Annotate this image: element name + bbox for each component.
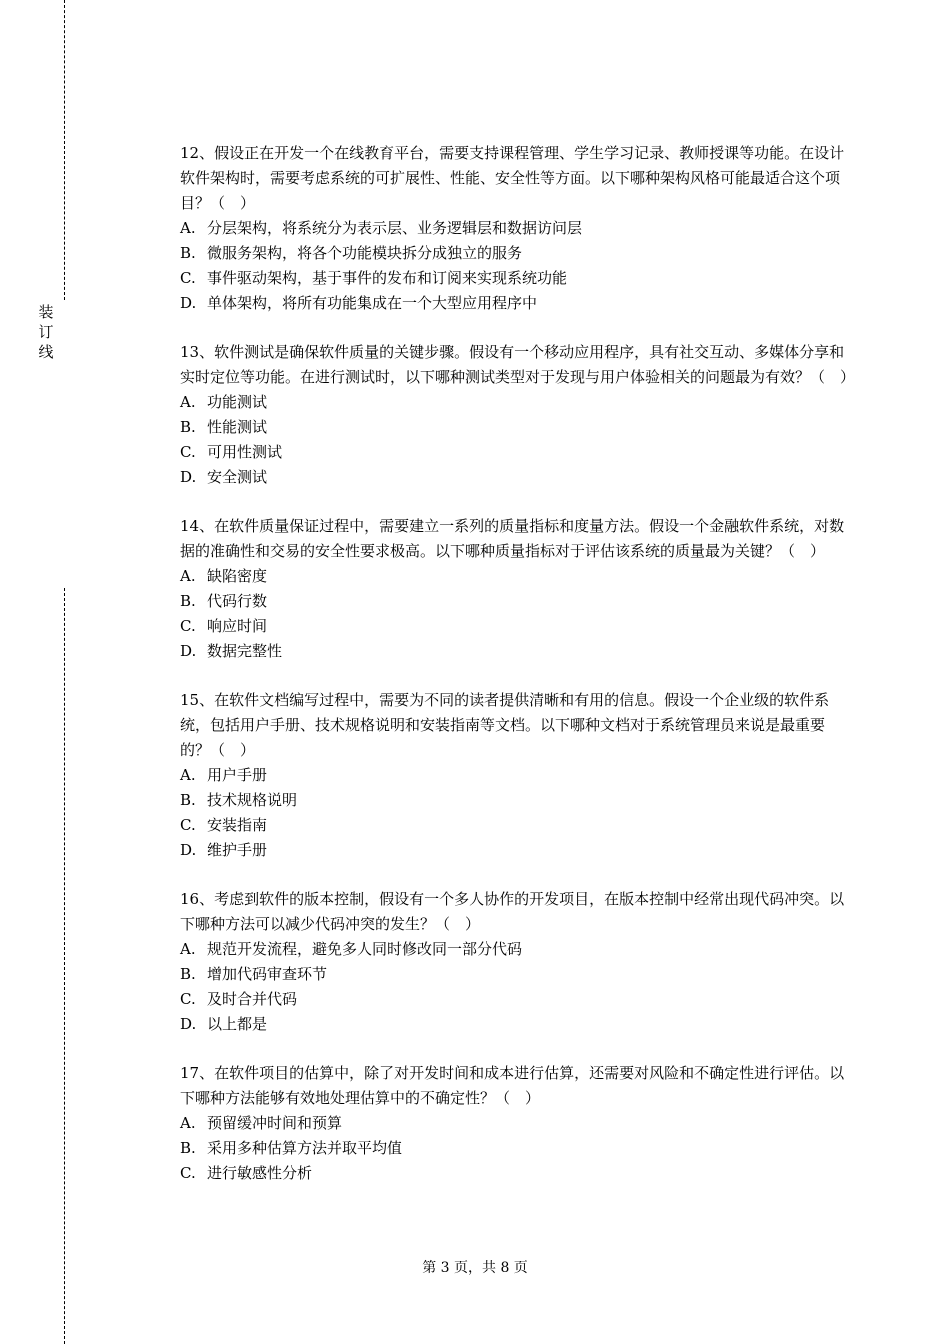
option-text: 规范开发流程，避免多人同时修改同一部分代码 xyxy=(207,940,523,958)
option-letter: B. xyxy=(180,244,196,262)
option-a[interactable] xyxy=(180,763,850,788)
question-stem: 16、考虑到软件的版本控制，假设有一个多人协作的开发项目，在版本控制中经常出现代码冲突。以下哪种方法可以减少代码冲突的发生？（ ） xyxy=(180,890,845,933)
option-letter: B. xyxy=(180,1139,196,1157)
option-letter: B. xyxy=(180,418,196,436)
option-b[interactable] xyxy=(180,1136,850,1161)
option-letter: A. xyxy=(180,766,196,784)
question-stem: 14、在软件质量保证过程中，需要建立一系列的质量指标和度量方法。假设一个金融软件系统，对数据的准确性和交易的安全性要求极高。以下哪种质量指标对于评估该系统的质量最为关键？（ ） xyxy=(180,517,845,560)
option-letter: D. xyxy=(180,841,197,859)
option-text: 分层架构，将系统分为表示层、业务逻辑层和数据访问层 xyxy=(207,219,583,237)
question-15 xyxy=(180,688,850,863)
option-text: 技术规格说明 xyxy=(207,791,298,809)
option-b[interactable] xyxy=(180,962,850,987)
option-c[interactable] xyxy=(180,440,850,465)
option-letter: C. xyxy=(180,990,196,1008)
option-text: 预留缓冲时间和预算 xyxy=(207,1114,343,1132)
option-c[interactable] xyxy=(180,987,850,1012)
question-17 xyxy=(180,1061,850,1186)
option-letter: C. xyxy=(180,269,196,287)
question-list xyxy=(180,141,856,1210)
option-letter: B. xyxy=(180,791,196,809)
option-text: 安装指南 xyxy=(207,816,268,834)
option-text: 增加代码审查环节 xyxy=(207,965,328,983)
option-letter: A. xyxy=(180,393,196,411)
question-stem: 17、在软件项目的估算中，除了对开发时间和成本进行估算，还需要对风险和不确定性进行评估。以下哪种方法能够有效地处理估算中的不确定性？（ ） xyxy=(180,1064,845,1107)
option-d[interactable] xyxy=(180,1012,850,1037)
question-16 xyxy=(180,887,850,1037)
option-text: 性能测试 xyxy=(207,418,268,436)
option-c[interactable] xyxy=(180,813,850,838)
option-text: 可用性测试 xyxy=(207,443,283,461)
binding-char: 线 xyxy=(38,343,54,361)
option-text: 功能测试 xyxy=(207,393,268,411)
option-a[interactable] xyxy=(180,564,850,589)
option-text: 代码行数 xyxy=(207,592,268,610)
option-text: 单体架构，将所有功能集成在一个大型应用程序中 xyxy=(207,294,538,312)
option-letter: B. xyxy=(180,592,196,610)
option-c[interactable] xyxy=(180,1161,850,1186)
option-b[interactable] xyxy=(180,241,850,266)
option-letter: C. xyxy=(180,443,196,461)
question-stem: 12、假设正在开发一个在线教育平台，需要支持课程管理、学生学习记录、教师授课等功能。在设计软件架构时，需要考虑系统的可扩展性、性能、安全性等方面。以下哪种架构风格可能最适合这个项目？（ ） xyxy=(180,144,845,212)
option-text: 安全测试 xyxy=(207,468,268,486)
option-letter: D. xyxy=(180,294,197,312)
question-stem: 13、软件测试是确保软件质量的关键步骤。假设有一个移动应用程序，具有社交互动、多媒体分享和实时定位等功能。在进行测试时，以下哪种测试类型对于发现与用户体验相关的问题最为有效？（ ） xyxy=(180,343,856,386)
binding-char: 订 xyxy=(38,323,54,341)
option-letter: A. xyxy=(180,1114,196,1132)
option-text: 事件驱动架构，基于事件的发布和订阅来实现系统功能 xyxy=(207,269,568,287)
question-12 xyxy=(180,141,850,316)
option-letter: D. xyxy=(180,642,197,660)
option-text: 缺陷密度 xyxy=(207,567,268,585)
option-text: 微服务架构，将各个功能模块拆分成独立的服务 xyxy=(207,244,523,262)
option-a[interactable] xyxy=(180,1111,850,1136)
option-a[interactable] xyxy=(180,390,850,415)
option-d[interactable] xyxy=(180,838,850,863)
option-b[interactable] xyxy=(180,589,850,614)
option-letter: D. xyxy=(180,1015,197,1033)
option-letter: C. xyxy=(180,816,196,834)
option-text: 响应时间 xyxy=(207,617,268,635)
binding-line-bottom xyxy=(64,588,65,1344)
option-d[interactable] xyxy=(180,465,850,490)
option-d[interactable] xyxy=(180,291,850,316)
option-letter: A. xyxy=(180,219,196,237)
page-number: 第 3 页，共 8 页 xyxy=(422,1260,528,1276)
binding-char: 装 xyxy=(38,303,54,321)
question-stem: 15、在软件文档编写过程中，需要为不同的读者提供清晰和有用的信息。假设一个企业级的软件系统，包括用户手册、技术规格说明和安装指南等文档。以下哪种文档对于系统管理员来说是最重要的？（ ） xyxy=(180,691,830,759)
option-letter: C. xyxy=(180,1164,196,1182)
option-text: 采用多种估算方法并取平均值 xyxy=(207,1139,403,1157)
option-text: 维护手册 xyxy=(207,841,268,859)
option-a[interactable] xyxy=(180,937,850,962)
option-letter: D. xyxy=(180,468,197,486)
question-13 xyxy=(180,340,856,490)
option-a[interactable] xyxy=(180,216,850,241)
binding-label xyxy=(34,302,58,362)
option-d[interactable] xyxy=(180,639,850,664)
option-text: 及时合并代码 xyxy=(207,990,298,1008)
option-b[interactable] xyxy=(180,788,850,813)
option-b[interactable] xyxy=(180,415,850,440)
option-letter: B. xyxy=(180,965,196,983)
option-text: 进行敏感性分析 xyxy=(207,1164,313,1182)
option-letter: A. xyxy=(180,567,196,585)
option-letter: A. xyxy=(180,940,196,958)
option-c[interactable] xyxy=(180,614,850,639)
option-c[interactable] xyxy=(180,266,850,291)
question-14 xyxy=(180,514,850,664)
binding-line-top xyxy=(64,0,65,300)
option-text: 用户手册 xyxy=(207,766,268,784)
option-text: 数据完整性 xyxy=(207,642,283,660)
option-letter: C. xyxy=(180,617,196,635)
option-text: 以上都是 xyxy=(207,1015,268,1033)
